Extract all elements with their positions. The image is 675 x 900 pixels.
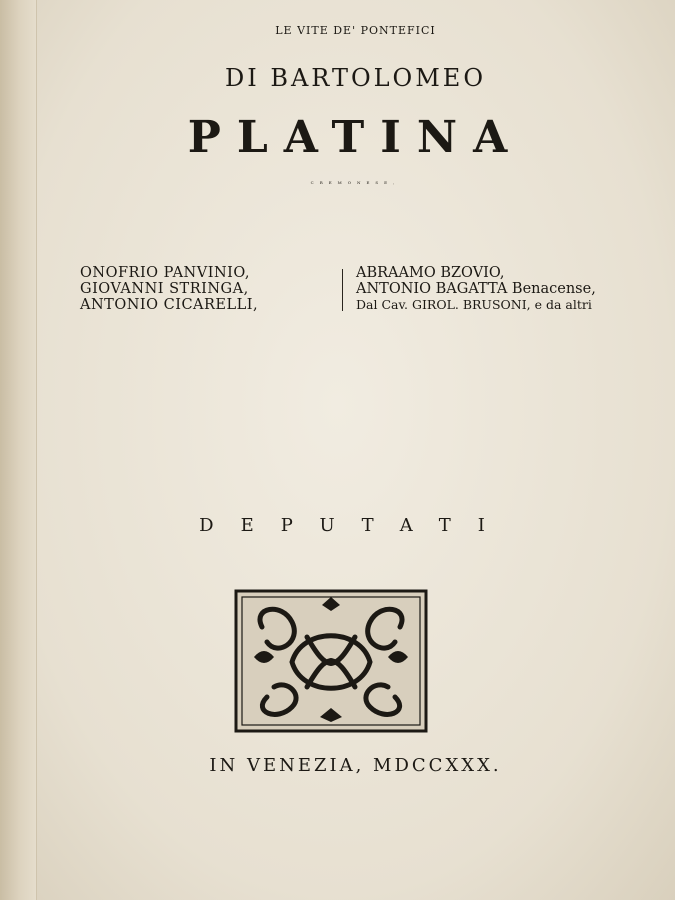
author-left-3: ANTONIO CICARELLI,: [80, 297, 259, 313]
title-line-2: DI BARTOLOMEO: [224, 64, 487, 92]
annotations-line: [36, 331, 675, 350]
annotations-line: [36, 350, 675, 369]
author-right-2: ANTONIO BAGATTA Benacense,: [356, 281, 596, 297]
addition-line: [36, 410, 675, 426]
title-line-1: LE VITE DE' PONTEFICI: [275, 24, 436, 37]
addition-paragraph: [36, 410, 675, 442]
indices-paragraph: [36, 450, 675, 484]
authors-right-column: [356, 265, 596, 313]
annotations-paragraph: [36, 331, 675, 407]
annotations-line: [36, 369, 675, 388]
authors-left-column: [80, 265, 258, 313]
book-binding-edge: [0, 0, 37, 900]
authors-block: [80, 265, 640, 319]
author-right-3: Dal Cav. GIROL. BRUSONI, e da altri: [356, 297, 592, 312]
authors-divider: [342, 269, 343, 311]
addition-line: [36, 426, 675, 442]
dedication-deputati: DEPUTATI: [199, 515, 512, 536]
author-left-1: ONOFRIO PANVINIO,: [80, 265, 251, 281]
indices-line: [36, 450, 675, 467]
annotations-line: [36, 388, 675, 407]
indices-line: [36, 467, 675, 484]
author-left-2: GIOVANNI STRINGA,: [80, 281, 249, 297]
imprint-place-date: IN VENEZIA, MDCCXXX.: [209, 755, 502, 776]
author-right-1: ABRAAMO BZOVIO,: [356, 265, 505, 281]
ornamental-monogram-emblem: [232, 587, 430, 735]
title-author-name: PLATINA: [187, 112, 524, 163]
title-origin: CREMONESE,: [310, 180, 401, 185]
